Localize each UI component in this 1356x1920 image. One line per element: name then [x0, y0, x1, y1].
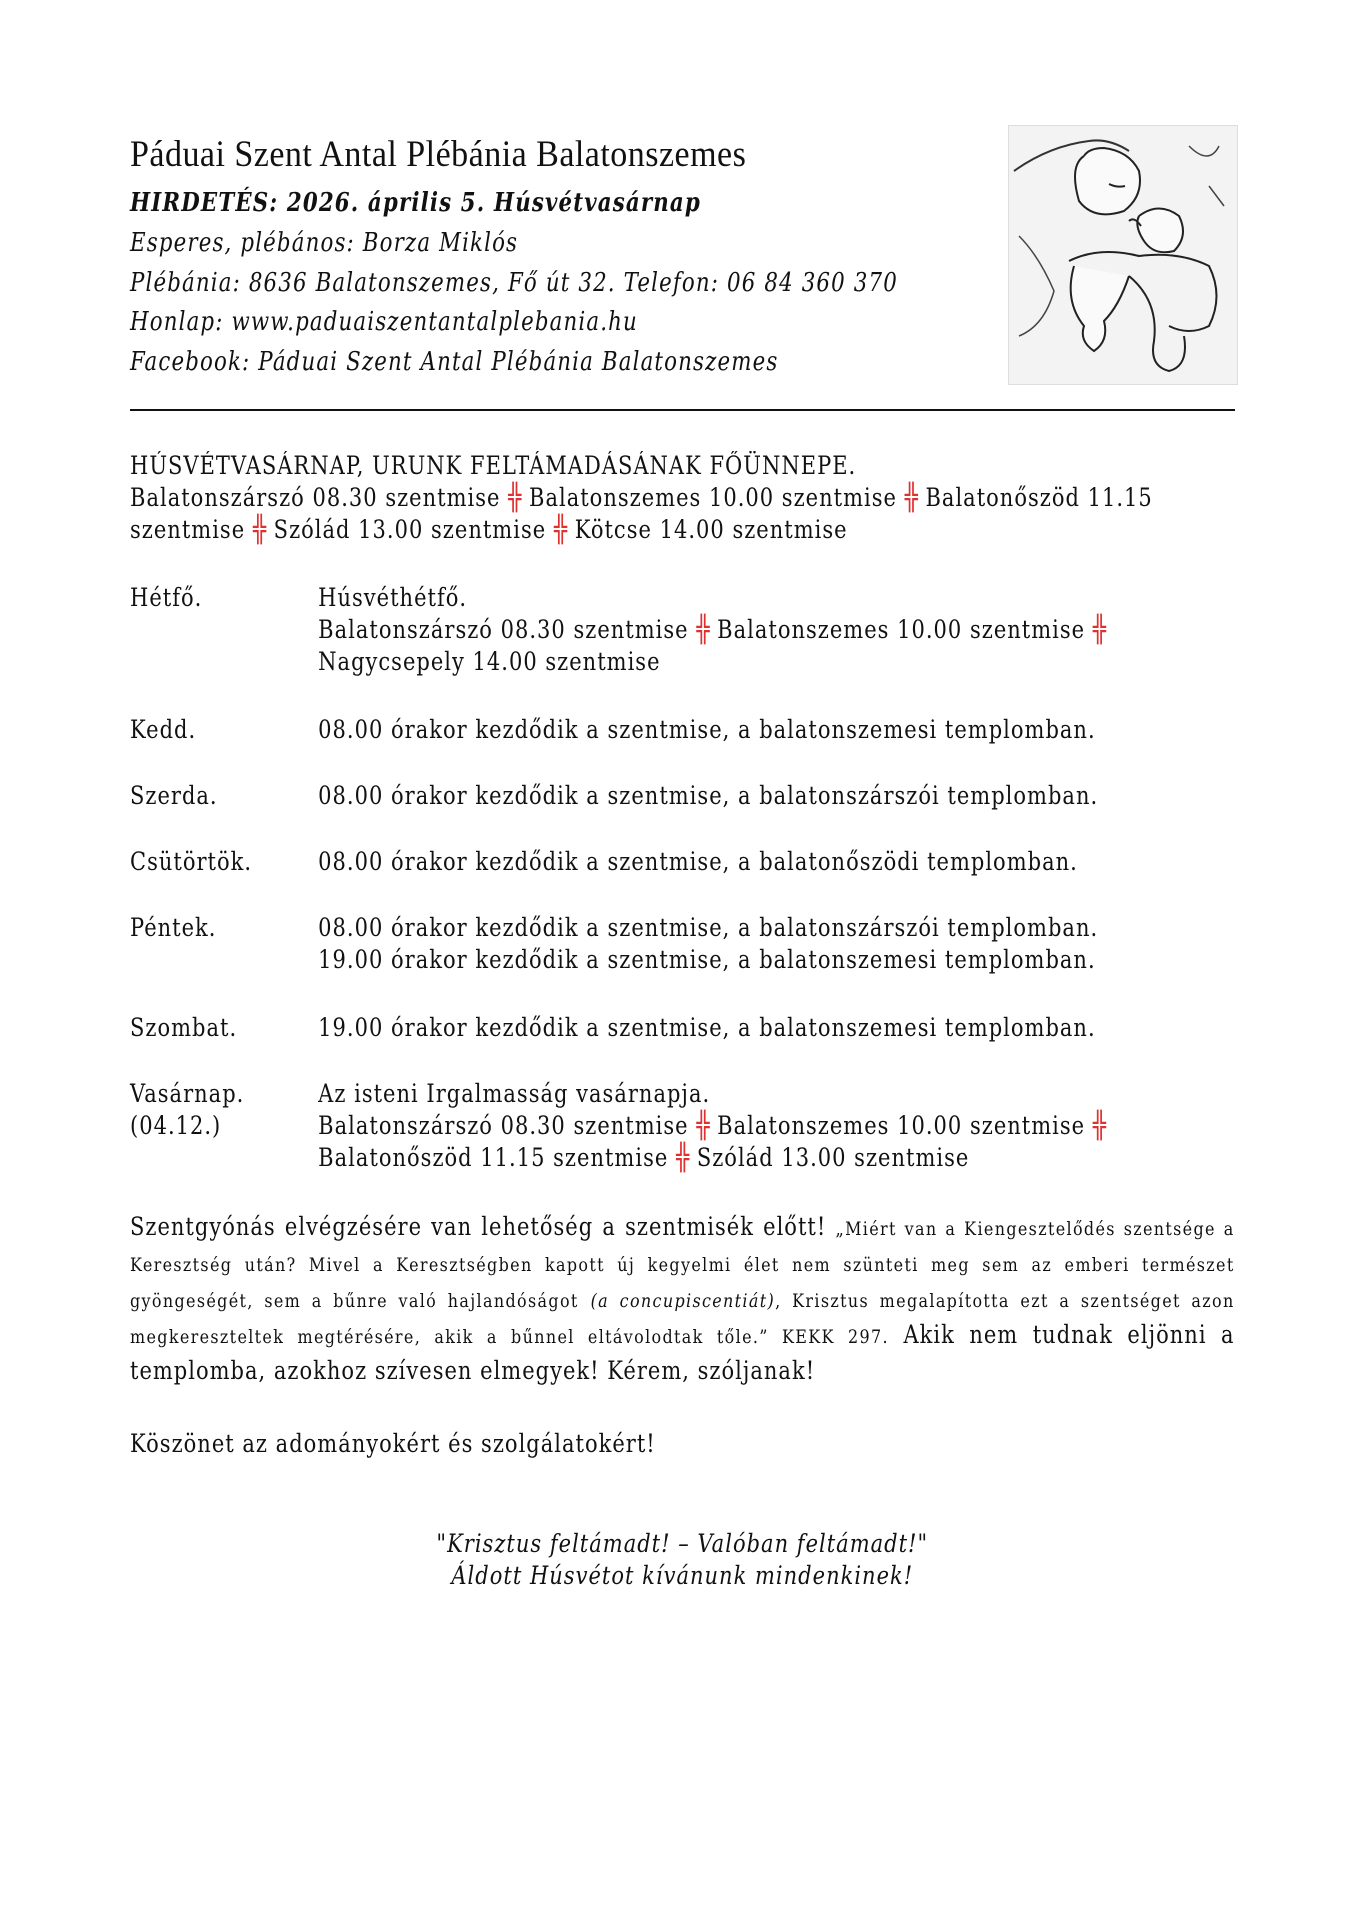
cross-separator-icon: ╬	[508, 483, 522, 513]
day-label: Szombat.	[130, 1013, 238, 1042]
mass-item: Balatonszemes 10.00 szentmise	[717, 615, 1086, 644]
schedule-row-wednesday	[130, 780, 1240, 814]
day-label: Péntek.	[130, 913, 217, 942]
mass-item: Kötcse 14.00 szentmise	[574, 515, 848, 544]
sunday-mass-list	[318, 1110, 1234, 1174]
confession-lead: Szentgyónás elvégzésére van lehetőség a szentmisék előtt!	[130, 1212, 827, 1241]
thanks-line	[130, 1428, 1240, 1460]
cross-separator-icon: ╬	[553, 515, 568, 545]
day-label: Hétfő.	[130, 583, 203, 612]
easter-heading: HÚSVÉTVASÁRNAP, URUNK FELTÁMADÁSÁNAK FŐÜNNEPE.	[130, 451, 857, 480]
day-schedule: 08.00 órakor kezdődik a szentmise, a balatonszárszói templomban.	[318, 913, 1099, 942]
day-schedule: 08.00 órakor kezdődik a szentmise, a balatonőszödi templomban.	[318, 847, 1078, 876]
schedule-row-sunday	[130, 1078, 1240, 1178]
mass-item: Nagycsepely 14.00 szentmise	[318, 647, 661, 676]
closing-line-2: Áldott Húsvétot kívánunk mindenkinek!	[451, 1561, 914, 1590]
catechism-quote: , Krisztus megalapította ezt a szentséget azon megkereszteltek megtérésére, akik a bűnnel eltávolodtak tőle.” KEKK 297.	[130, 1290, 1235, 1348]
day-schedule: 08.00 órakor kezdődik a szentmise, a balatonszemesi templomban.	[318, 715, 1096, 744]
saint-sketch-icon	[1009, 126, 1237, 384]
day-label: Vasárnap.	[130, 1079, 245, 1108]
schedule-row-tuesday	[130, 714, 1240, 748]
catechism-quote-term: (a concupiscentiát)	[590, 1290, 776, 1312]
facebook-line: Facebook: Páduai Szent Antal Plébánia Balatonszemes	[130, 347, 779, 377]
cross-separator-icon: ╬	[1092, 615, 1106, 645]
day-label: Kedd.	[130, 715, 197, 744]
closing-line-1: "Krisztus feltámadt! – Valóban feltámadt!"	[436, 1529, 929, 1558]
cross-separator-icon: ╬	[675, 1143, 690, 1173]
mass-item: Balatonőszöd 11.15 szentmise	[318, 1143, 669, 1172]
cross-separator-icon: ╬	[1092, 1111, 1106, 1141]
monday-mass-list	[318, 614, 1234, 678]
cross-separator-icon: ╬	[696, 1111, 710, 1141]
day-note: Húsvéthétfő.	[318, 583, 468, 612]
mass-item: Balatonszárszó 08.30 szentmise	[318, 1111, 689, 1140]
thanks-text: Köszönet az adományokért és szolgálatokért!	[130, 1429, 656, 1458]
day-note: Az isteni Irgalmasság vasárnapja.	[318, 1079, 711, 1108]
day-label: Csütörtök.	[130, 847, 253, 876]
address-line: Plébánia: 8636 Balatonszemes, Fő út 32. Telefon: 06 84 360 370	[130, 268, 898, 298]
mass-item: Szólád 13.00 szentmise	[273, 515, 547, 544]
parish-title: Páduai Szent Antal Plébánia Balatonszemes	[130, 134, 747, 175]
mass-item: Balatonszárszó 08.30 szentmise	[130, 483, 501, 512]
schedule-row-friday	[130, 912, 1240, 978]
confession-paragraph	[130, 1210, 1240, 1387]
mass-item: Balatonőszöd 11.15 szentmise	[130, 483, 1153, 544]
header	[130, 0, 1235, 420]
day-label: Szerda.	[130, 781, 218, 810]
easter-section	[130, 450, 1240, 546]
schedule-row-thursday	[130, 846, 1240, 880]
mass-item: Balatonszemes 10.00 szentmise	[529, 483, 897, 512]
saint-portrait-image	[1008, 125, 1238, 385]
announcement-date: HIRDETÉS: 2026. április 5. Húsvétvasárnap	[130, 188, 701, 218]
closing-greeting	[130, 1528, 1240, 1592]
schedule-row-saturday	[130, 1012, 1240, 1046]
day-schedule: 19.00 órakor kezdődik a szentmise, a balatonszemesi templomban.	[318, 1013, 1096, 1042]
easter-mass-list	[130, 482, 1239, 546]
cross-separator-icon: ╬	[904, 483, 918, 513]
day-schedule: 08.00 órakor kezdődik a szentmise, a balatonszárszói templomban.	[318, 781, 1099, 810]
priest-line: Esperes, plébános: Borza Miklós	[130, 228, 519, 258]
website-line: Honlap: www.paduaiszentantalplebania.hu	[130, 307, 638, 337]
day-schedule: 19.00 órakor kezdődik a szentmise, a balatonszemesi templomban.	[318, 945, 1096, 974]
cross-separator-icon: ╬	[252, 515, 266, 545]
mass-item: Balatonszárszó 08.30 szentmise	[318, 615, 689, 644]
schedule-row-monday	[130, 582, 1240, 682]
announcement-page	[130, 0, 1235, 1590]
mass-item: Szólád 13.00 szentmise	[696, 1143, 970, 1172]
cross-separator-icon: ╬	[696, 615, 710, 645]
header-divider	[130, 409, 1235, 411]
mass-item: Balatonszemes 10.00 szentmise	[717, 1111, 1086, 1140]
catechism-quote: „Miért van a Kiengesztelődés szentsége a Keresztség után? Mivel a Keresztségben kapott új kegyelmi élet nem szünteti meg sem az emberi természet gyöngeségét, sem a bűnre való hajlandóságot	[130, 1218, 1235, 1312]
confession-tail: Akik nem tudnak eljönni a templomba, azokhoz szívesen elmegyek! Kérem, szóljanak!	[130, 1320, 1235, 1385]
day-date: (04.12.)	[130, 1111, 222, 1140]
